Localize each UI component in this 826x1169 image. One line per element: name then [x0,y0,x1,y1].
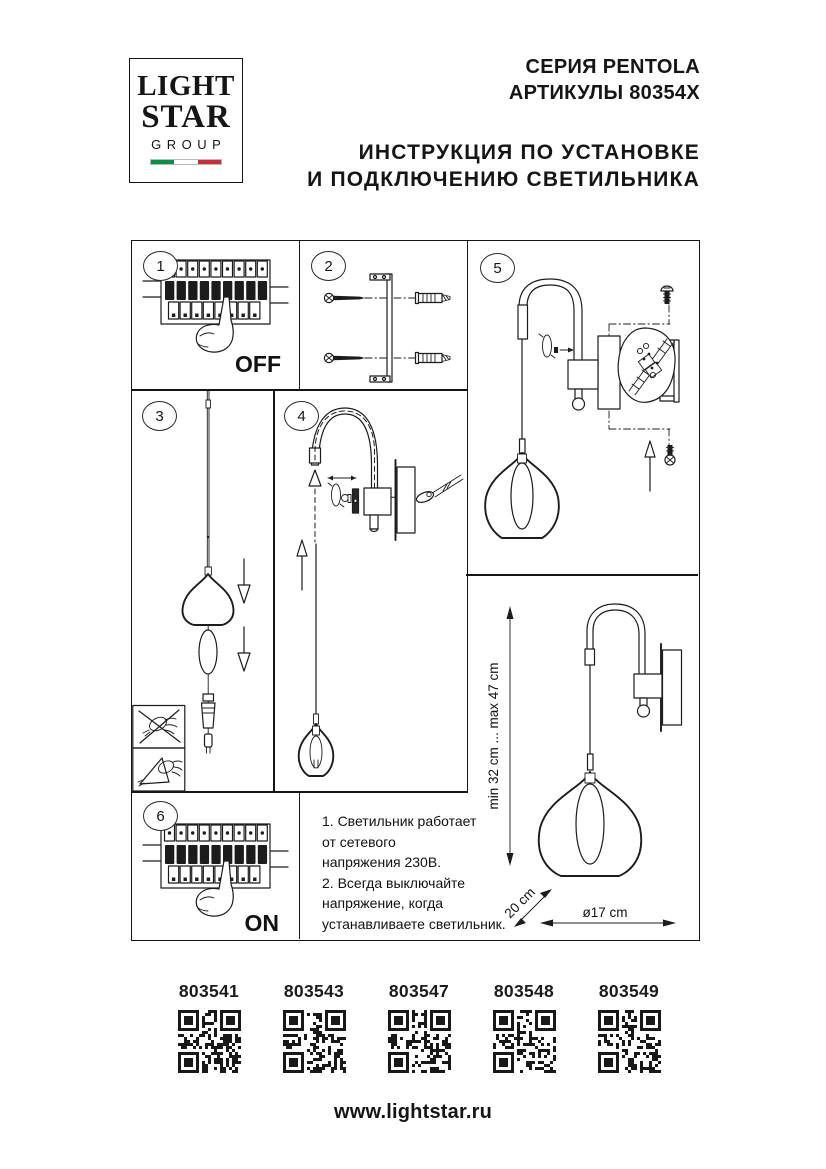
logo-word-group: GROUP [151,137,227,152]
down-arrow-icon [238,559,250,603]
article-code: 803548 [493,981,555,1001]
lamp-shade-small [298,724,333,776]
qr-code [598,1010,661,1073]
article-item [176,981,242,1073]
note-line: устанавливаете светильник. [322,915,506,932]
flag-green [151,160,174,164]
lightstar-logo [129,58,243,183]
depth-label: 20 cm [501,884,539,922]
installation-diagram [131,240,700,941]
step4-panel-arm-and-cable [275,390,467,791]
article-code: 803543 [283,981,345,1001]
series-title: СЕРИЯ PENTOLA [525,56,700,78]
note-line: напряжения 230В. [322,854,442,871]
note-line: 2. Всегда выключайте [322,874,466,891]
up-arrow-icon [297,540,307,590]
logo-word-light: LIGHT [137,70,235,102]
article-item [386,981,452,1073]
step-number-1: 1 [143,251,178,281]
screw-icon [661,286,673,304]
assembled-lamp-drawing [539,604,682,876]
instruction-title-line2: И ПОДКЛЮЧЕНИЮ СВЕТИЛЬНИКА [307,168,700,191]
article-item [596,981,662,1073]
height-range-label: min 32 cm ... max 47 cm [486,662,501,810]
qr-code [493,1010,556,1073]
article-code: 803541 [178,981,240,1001]
articles-title: АРТИКУЛЫ 80354X [508,82,700,104]
instruction-title-line1: ИНСТРУКЦИЯ ПО УСТАНОВКЕ [358,141,700,164]
curved-arm-drawing [297,408,463,776]
website-url: www.lightstar.ru [333,1101,493,1123]
screw-icon [665,445,675,465]
diameter-label: ø17 cm [582,905,628,920]
use-cloth-instruction [133,748,185,791]
article-item [491,981,557,1073]
up-arrow-icon [645,441,655,491]
screws-and-anchors-drawing [324,274,450,382]
article-item [281,981,347,1073]
step5-panel-wall-mounting [468,241,698,574]
step-number-2: 2 [311,251,346,281]
qr-code [283,1010,346,1073]
circuit-breaker-drawing [143,824,288,916]
step3-panel-shade-assembly [132,390,273,791]
flag-red [198,160,221,164]
italian-flag-icon [150,159,222,165]
pendant-parts-drawing [183,390,234,753]
down-arrow-icon [238,627,250,671]
note-line: от сетевого [322,833,396,850]
flag-white [174,160,197,164]
qr-code [178,1010,241,1073]
step-number-4: 4 [284,401,319,431]
on-label: ON [244,910,279,936]
note-line: 1. Светильник работает [322,813,477,829]
safety-notes [322,811,512,935]
step-number-5: 5 [480,253,515,283]
off-label: OFF [235,351,281,377]
article-code: 803547 [388,981,450,1001]
diameter-dimension [540,905,676,927]
qr-code [388,1010,451,1073]
wall-lamp-drawing [485,279,679,538]
logo-word-star: STAR [141,99,231,135]
article-code: 803549 [598,981,660,1001]
article-list [176,981,662,1073]
panel-divider [299,791,301,939]
document-header [307,54,700,193]
no-bare-hands-warning [133,706,185,749]
note-line: напряжение, когда [322,895,444,912]
step-number-6: 6 [143,801,178,831]
step-number-3: 3 [142,401,177,431]
